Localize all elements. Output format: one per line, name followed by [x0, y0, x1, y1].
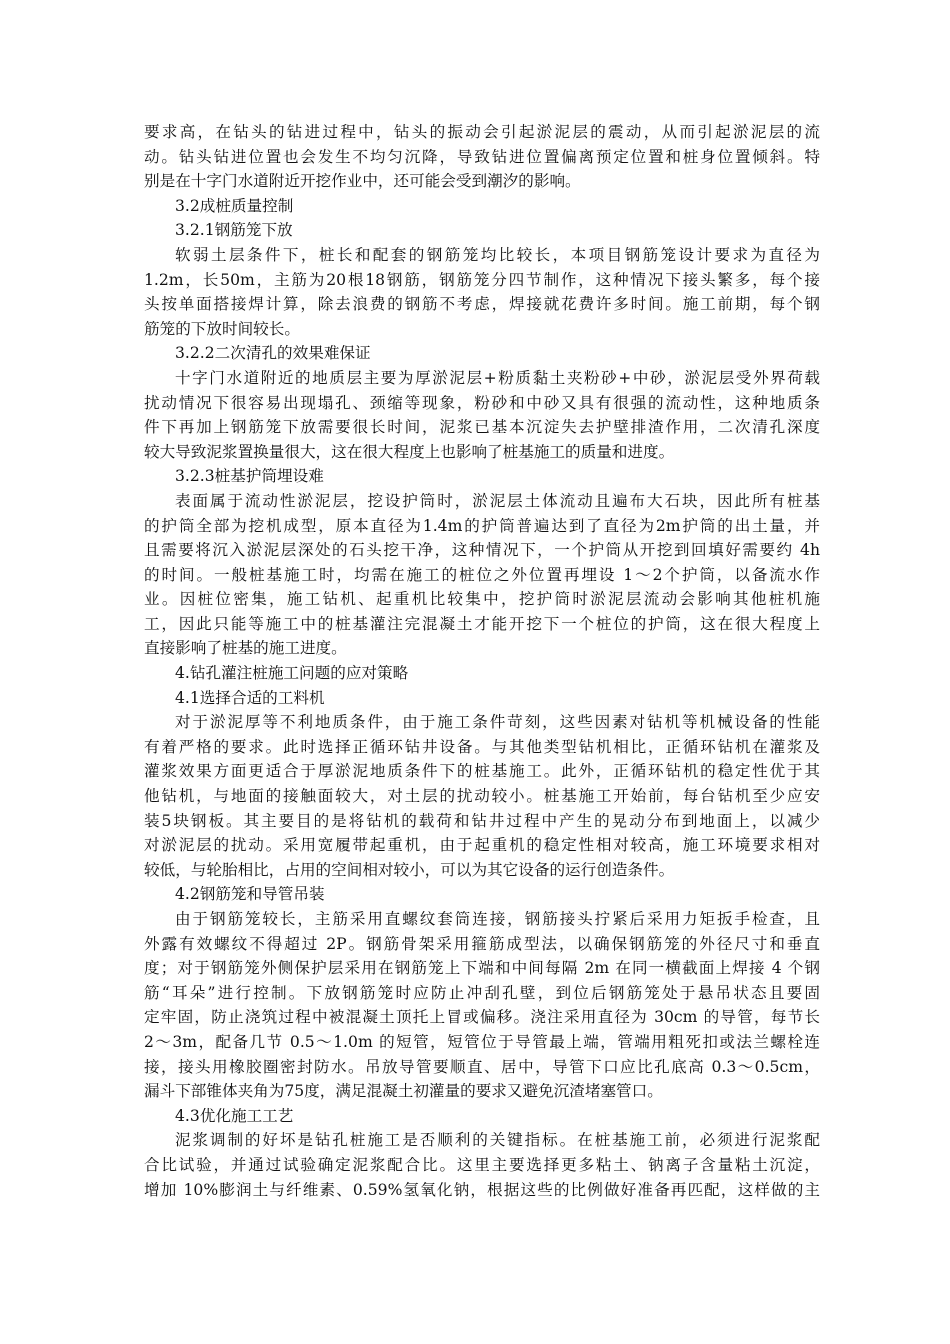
- paragraph-last-line: 较低，与轮胎相比，占用的空间相对较小，可以为其它设备的运行创造条件。: [144, 860, 675, 879]
- paragraph-line: 接，接头用橡胶圈密封防水。吊放导管要顺直、居中，导管下口应比孔底高 0.3～0.5cm，: [144, 1057, 820, 1076]
- paragraph-line: 度；对于钢筋笼外侧保护层采用在钢筋笼上下端和中间每隔 2m 在同一横截面上焊接 4 个钢: [144, 959, 820, 978]
- paragraph-line: 外露有效螺纹不得超过 2P。钢筋骨架采用箍筋成型法，以确保钢筋笼的外径尺寸和垂直: [144, 934, 820, 953]
- paragraph-first-line: 泥浆调制的好坏是钻孔桩施工是否顺利的关键指标。在桩基施工前，必须进行泥浆配: [175, 1131, 820, 1150]
- paragraph-last-line: 筋笼的下放时间较长。: [144, 319, 300, 338]
- document-body: [144, 120, 820, 1202]
- paragraph-line: 他钻机，与地面的接触面较大，对土层的扰动较小。桩基施工开始前，每台钻机至少应安: [144, 787, 820, 806]
- section-heading: 3.2.2二次清孔的效果难保证: [175, 344, 371, 363]
- paragraph-line: 要求高，在钻头的钻进过程中，钻头的振动会引起淤泥层的震动，从而引起淤泥层的流: [144, 123, 820, 141]
- paragraph-line: 且需要将沉入淤泥层深处的石头挖干净，这种情况下，一个护筒从开挖到回填好需要约 4h: [144, 541, 820, 560]
- paragraph-line: 对淤泥层的扰动。采用宽履带起重机，由于起重机的稳定性相对较高，施工环境要求相对: [144, 836, 820, 855]
- section-heading: 3.2.3桩基护筒埋设难: [175, 467, 324, 486]
- section-heading: 4.3优化施工工艺: [175, 1106, 294, 1125]
- paragraph-line: 件下再加上钢筋笼下放需要很长时间，泥浆已基本沉淀失去护壁排渣作用，二次清孔深度: [144, 418, 820, 437]
- section-heading: 3.2成桩质量控制: [175, 196, 294, 215]
- section-heading: 4.钻孔灌注桩施工问题的应对策略: [175, 664, 409, 683]
- paragraph-first-line: 软弱土层条件下，桩长和配套的钢筋笼均比较长，本项目钢筋笼设计要求为直径为: [175, 245, 820, 264]
- paragraph-line: 2～3m，配备几节 0.5～1.0m 的短管，短管位于导管最上端，管端用粗死扣或法兰螺栓连: [144, 1032, 820, 1051]
- paragraph-first-line: 由于钢筋笼较长，主筋采用直螺纹套筒连接，钢筋接头拧紧后采用力矩扳手检查，且: [175, 910, 820, 928]
- paragraph-line: 的护筒全部为挖机成型，原本直径为1.4m的护筒普遍达到了直径为2m护筒的出土量，并: [144, 516, 820, 535]
- section-heading: 4.2钢筋笼和导管吊装: [175, 885, 325, 904]
- paragraph-line: 装5块钢板。其主要目的是将钻机的载荷和钻井过程中产生的晃动分布到地面上，以减少: [144, 811, 820, 830]
- paragraph-line: 动。钻头钻进位置也会发生不均匀沉降，导致钻进位置偏离预定位置和桩身位置倾斜。特: [144, 147, 820, 166]
- paragraph-line: 筋“耳朵”进行控制。下放钢筋笼时应防止冲刮孔壁，到位后钢筋笼处于悬吊状态且要固: [144, 983, 820, 1002]
- paragraph-line: 有着严格的要求。此时选择正循环钻井设备。与其他类型钻机相比，正循环钻机在灌浆及: [144, 737, 820, 756]
- paragraph-line: 的时间。一般桩基施工时，均需在施工的桩位之外位置再埋设 1～2个护筒，以备流水作: [144, 565, 820, 584]
- paragraph-last-line: 直接影响了桩基的施工进度。: [144, 639, 347, 658]
- paragraph-line: 合比试验，并通过试验确定泥浆配合比。这里主要选择更多粘土、钠离子含量粘土沉淀，: [144, 1155, 820, 1174]
- paragraph-line: 定牢固，防止浇筑过程中被混凝土顶托上冒或偏移。浇注采用直径为 30cm 的导管，每节长: [144, 1008, 820, 1027]
- section-heading: 4.1选择合适的工料机: [175, 688, 325, 707]
- paragraph-last-line: 较大导致泥浆置换量很大，这在很大程度上也影响了桩基施工的质量和进度。: [144, 442, 675, 461]
- section-heading: 3.2.1钢筋笼下放: [175, 221, 293, 240]
- paragraph-line: 1.2m，长50m，主筋为20根18钢筋，钢筋笼分四节制作，这种情况下接头繁多，每个接: [144, 270, 820, 289]
- paragraph-first-line: 表面属于流动性淤泥层，挖设护筒时，淤泥层土体流动且遍布大石块，因此所有桩基: [175, 491, 820, 510]
- paragraph-line: 扰动情况下很容易出现塌孔、颈缩等现象，粉砂和中砂又具有很强的流动性，这种地质条: [144, 393, 820, 412]
- paragraph-last-line: 别是在十字门水道附近开挖作业中，还可能会受到潮汐的影响。: [144, 172, 581, 191]
- paragraph-line: 灌浆效果方面更适合于厚淤泥地质条件下的桩基施工。此外，正循环钻机的稳定性优于其: [144, 762, 820, 781]
- paragraph-line: 业。因桩位密集，施工钻机、起重机比较集中，挖护筒时淤泥层流动会影响其他桩机施: [144, 590, 820, 609]
- paragraph-first-line: 对于淤泥厚等不利地质条件，由于施工条件苛刻，这些因素对钻机等机械设备的性能: [175, 713, 820, 732]
- paragraph-line: 工，因此只能等施工中的桩基灌注完混凝土才能开挖下一个桩位的护筒，这在很大程度上: [144, 614, 820, 633]
- paragraph-line: 头按单面搭接焊计算，除去浪费的钢筋不考虑，焊接就花费许多时间。施工前期，每个钢: [144, 295, 820, 314]
- paragraph-first-line: 十字门水道附近的地质层主要为厚淤泥层+粉质黏土夹粉砂+中砂，淤泥层受外界荷载: [175, 368, 820, 387]
- paragraph-last-line: 漏斗下部锥体夹角为75度，满足混凝土初灌量的要求又避免沉渣堵塞管口。: [144, 1082, 663, 1101]
- paragraph-line: 增加 10%膨润土与纤维素、0.59%氢氧化钠，根据这些的比例做好准备再匹配，这样做的主: [144, 1180, 820, 1199]
